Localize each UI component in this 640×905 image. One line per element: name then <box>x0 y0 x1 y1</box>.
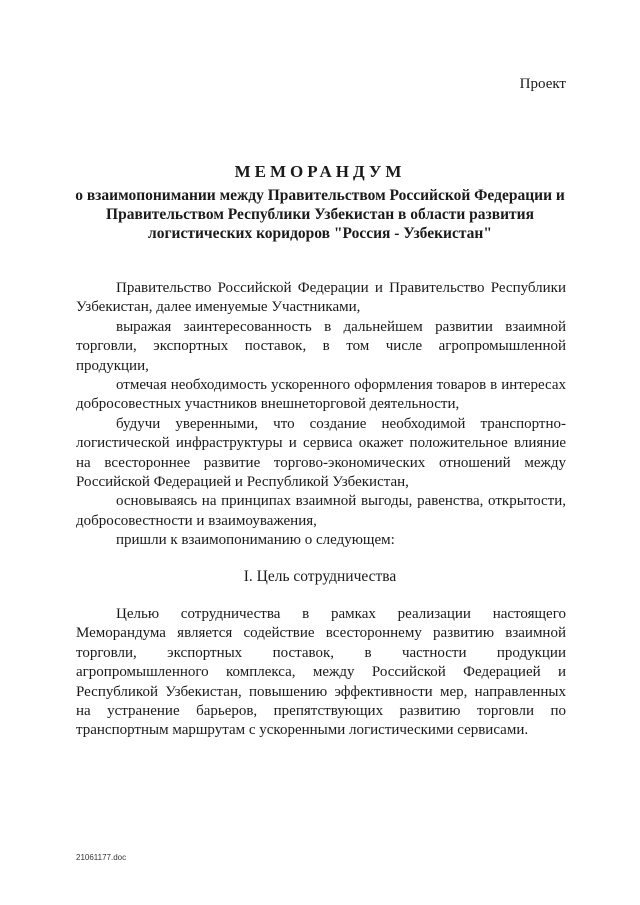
preamble-paragraph: основываясь на принципах взаимной выгоды, равенства, открытости, добросовестности и взаимоуважения, <box>76 493 566 529</box>
section-heading: I. Цель сотрудничества <box>243 568 397 585</box>
section-body <box>76 605 566 741</box>
preamble-paragraph: пришли к взаимопониманию о следующем: <box>116 532 395 549</box>
preamble-paragraph: будучи уверенными, что создание необходимой транспортно-логистической инфраструктуры и сервиса окажет положительное влияние на всестороннее развитие торгово-экономических отношений между Российской Федерацией и Республикой Узбекистан, <box>76 415 566 491</box>
section-paragraph: Целью сотрудничества в рамках реализации настоящего Меморандума является содействие всестороннему развитию взаимной торговли, экспортных поставок, в частности продукции агропромышленного комплекса, между Российской Федерацией и Республикой Узбекистан, повышению эффективности мер, направленных на устранение барьеров, препятствующих развитию торговли по транспортным маршрутам с ускоренными логистическими сервисами. <box>76 606 566 739</box>
draft-label: Проект <box>519 76 566 92</box>
document-subtitle: о взаимопонимании между Правительством Российской Федерации и Правительством Республики Узбекистан в области развития логистических коридоров "Россия - Узбекистан" <box>75 187 565 242</box>
file-code: 21061177.doc <box>76 853 127 862</box>
preamble-paragraph: выражая заинтересованность в дальнейшем развитии взаимной торговли, экспортных поставок, в том числе агропромышленной продукции, <box>76 318 566 374</box>
preamble <box>76 279 566 551</box>
preamble-paragraph: Правительство Российской Федерации и Правительство Республики Узбекистан, далее именуемые Участниками, <box>76 280 566 316</box>
preamble-paragraph: отмечая необходимость ускоренного оформления товаров в интересах добросовестных участников внешнеторговой деятельности, <box>76 377 566 413</box>
document-title: МЕМОРАНДУМ <box>234 162 406 181</box>
